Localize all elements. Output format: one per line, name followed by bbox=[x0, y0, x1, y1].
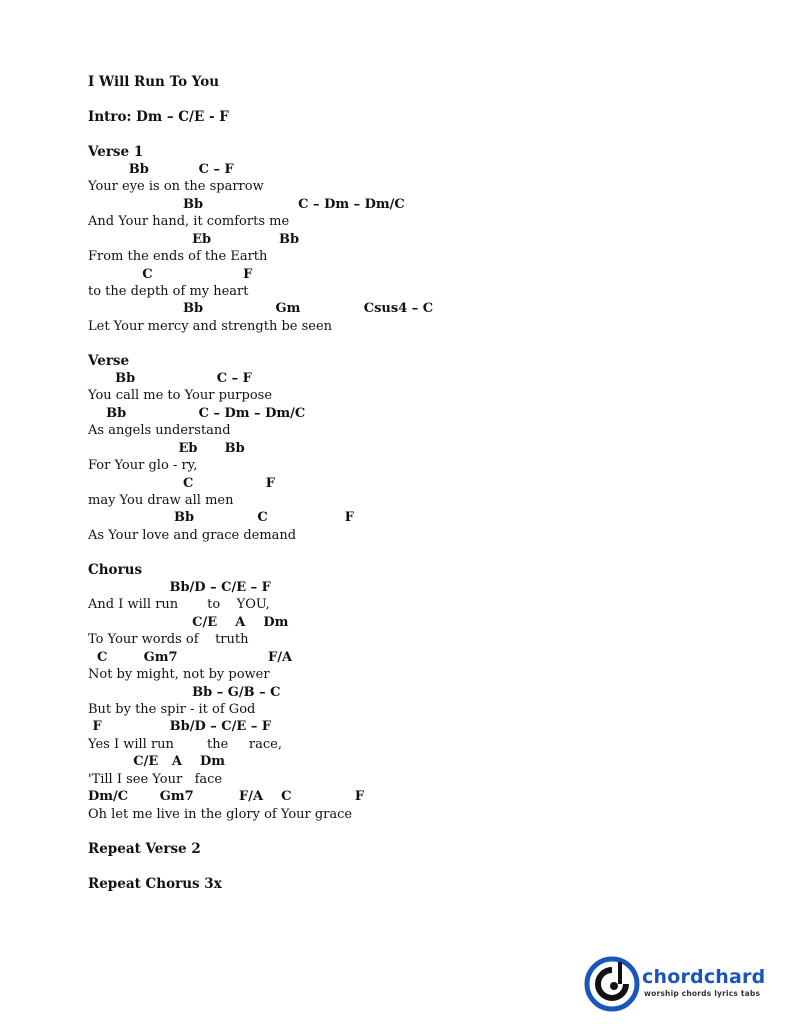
chord-line: F Bb/D – C/E – F bbox=[88, 719, 272, 734]
lyric-line: may You draw all men bbox=[88, 493, 234, 508]
chord-line: C F bbox=[88, 476, 276, 491]
lyric-line: 'Till I see Your face bbox=[88, 772, 223, 787]
chord-line: C/E A Dm bbox=[88, 754, 226, 769]
lyric-line: Oh let me live in the glory of Your grace bbox=[88, 807, 353, 822]
chord-line: Bb C – F bbox=[88, 162, 234, 177]
verse1-heading: Verse 1 bbox=[88, 144, 144, 160]
chord-line: C F bbox=[88, 267, 253, 282]
lyric-line: For Your glo - ry, bbox=[88, 458, 198, 473]
verse2-heading: Verse bbox=[88, 353, 130, 369]
lyric-line: Not by might, not by power bbox=[88, 667, 270, 682]
lyric-line: As Your love and grace demand bbox=[88, 528, 297, 543]
song-title: I Will Run To You bbox=[88, 74, 220, 90]
lyric-line: Yes I will run the race, bbox=[88, 737, 282, 752]
repeat-verse-line: Repeat Verse 2 bbox=[88, 841, 201, 857]
chord-line: Bb C F bbox=[88, 510, 354, 525]
lyric-line: But by the spir - it of God bbox=[88, 702, 256, 717]
lyric-line: Your eye is on the sparrow bbox=[88, 179, 264, 194]
lyric-line: As angels understand bbox=[88, 423, 231, 438]
chord-line: Eb Bb bbox=[88, 232, 300, 247]
chord-line: Bb Gm Csus4 – C bbox=[88, 301, 434, 316]
chord-line: C Gm7 F/A bbox=[88, 650, 293, 665]
chordchard-logo[interactable] bbox=[584, 956, 764, 1012]
chorus-heading: Chorus bbox=[88, 562, 143, 578]
lyric-line: And Your hand, it comforts me bbox=[88, 214, 290, 229]
logo-tagline: worship chords lyrics tabs bbox=[644, 989, 761, 998]
chord-line: Eb Bb bbox=[88, 441, 245, 456]
logo-name: chordchard bbox=[642, 966, 766, 988]
chord-line: Dm/C Gm7 F/A C F bbox=[88, 789, 365, 804]
lyric-line: to the depth of my heart bbox=[88, 284, 249, 299]
chord-line: Bb C – Dm – Dm/C bbox=[88, 197, 405, 212]
repeat-chorus-line: Repeat Chorus 3x bbox=[88, 876, 222, 892]
chordchard-logo-icon bbox=[584, 956, 640, 1012]
chord-line: Bb C – Dm – Dm/C bbox=[88, 406, 306, 421]
lyric-line: From the ends of the Earth bbox=[88, 249, 268, 264]
lyric-line: You call me to Your purpose bbox=[88, 388, 273, 403]
lyric-line: Let Your mercy and strength be seen bbox=[88, 319, 333, 334]
chord-line: Bb – G/B – C bbox=[88, 685, 281, 700]
chord-line: C/E A Dm bbox=[88, 615, 289, 630]
chord-line: Bb C – F bbox=[88, 371, 252, 386]
intro-line: Intro: Dm – C/E - F bbox=[88, 109, 229, 125]
chord-line: Bb/D – C/E – F bbox=[88, 580, 271, 595]
lyric-line: To Your words of truth bbox=[88, 632, 249, 647]
lyric-line: And I will run to YOU, bbox=[88, 597, 270, 612]
